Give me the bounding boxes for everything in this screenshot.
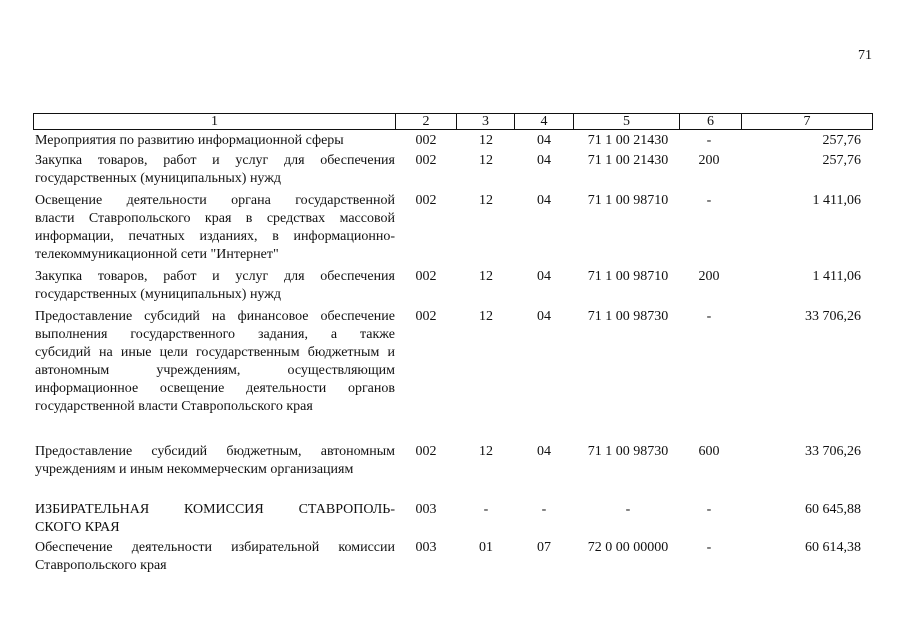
row-code-5: 71 1 00 21430	[587, 133, 669, 148]
description-line: Предоставление субсидий бюджетным, автономным	[35, 444, 395, 459]
description-line: СКОГО КРАЯ	[35, 520, 120, 535]
row-code-2: 002	[415, 269, 437, 284]
row-code-2: 002	[415, 444, 437, 459]
row-code-4: 04	[537, 444, 551, 459]
row-code-5: 71 1 00 98710	[587, 269, 669, 284]
row-code-2: 002	[415, 133, 437, 148]
row-code-5: 71 1 00 98730	[587, 444, 669, 459]
row-code-6: -	[706, 133, 712, 148]
description-line: учреждениям и иным некоммерческим организациям	[35, 462, 354, 477]
row-code-4: 04	[537, 193, 551, 208]
description-line: Предоставление субсидий на финансовое обеспечение	[35, 309, 395, 324]
header-col-6: 6	[680, 114, 742, 129]
description-line: информационное освещение деятельности органов	[35, 381, 395, 396]
row-code-3: 01	[479, 540, 493, 555]
row-amount: 1 411,06	[812, 193, 861, 208]
description-line: субсидий на иные цели государственным бюджетным и	[35, 345, 395, 360]
row-code-5: -	[625, 502, 631, 517]
description-line: выполнения государственного задания, а также	[35, 327, 395, 342]
description-line: Обеспечение деятельности избирательной комиссии	[35, 540, 395, 555]
row-code-3: -	[483, 502, 489, 517]
row-amount: 33 706,26	[805, 444, 861, 459]
row-code-6: -	[706, 540, 712, 555]
description-line: власти Ставропольского края в средствах массовой	[35, 211, 395, 226]
row-description	[35, 268, 395, 304]
row-code-2: 002	[415, 153, 437, 168]
row-description	[35, 308, 395, 416]
row-code-3: 12	[479, 444, 493, 459]
description-line: Освещение деятельности органа государственной	[35, 193, 395, 208]
header-col-3: 3	[457, 114, 515, 129]
row-amount: 257,76	[822, 133, 861, 148]
row-code-6: 200	[698, 153, 720, 168]
header-col-5: 5	[574, 114, 680, 129]
row-code-3: 12	[479, 309, 493, 324]
row-code-3: 12	[479, 133, 493, 148]
row-code-2: 003	[415, 502, 437, 517]
description-line: телекоммуникационной сети "Интернет"	[35, 247, 279, 262]
row-amount: 257,76	[822, 153, 861, 168]
row-code-4: -	[541, 502, 547, 517]
row-code-4: 04	[537, 309, 551, 324]
row-code-5: 72 0 00 00000	[587, 540, 669, 555]
row-description	[35, 152, 395, 188]
row-description	[35, 501, 395, 537]
row-code-6: 200	[698, 269, 720, 284]
description-line: информации, печатных изданиях, в информационно-	[35, 229, 395, 244]
row-amount: 60 614,38	[805, 540, 861, 555]
row-code-4: 04	[537, 133, 551, 148]
header-col-4: 4	[515, 114, 574, 129]
row-code-4: 07	[537, 540, 551, 555]
row-code-2: 003	[415, 540, 437, 555]
row-description	[35, 443, 395, 479]
row-description	[35, 132, 395, 150]
description-line: автономным учреждениям, осуществляющим	[35, 363, 395, 378]
page-number: 71	[858, 48, 872, 63]
row-code-5: 71 1 00 21430	[587, 153, 669, 168]
row-code-2: 002	[415, 309, 437, 324]
description-line: Мероприятия по развитию информационной сферы	[35, 133, 344, 148]
row-amount: 33 706,26	[805, 309, 861, 324]
row-description	[35, 539, 395, 575]
description-line: государственных (муниципальных) нужд	[35, 171, 282, 186]
table-header	[33, 113, 873, 130]
description-line: Закупка товаров, работ и услуг для обеспечения	[35, 269, 395, 284]
description-line: государственной власти Ставропольского края	[35, 399, 313, 414]
header-col-2: 2	[396, 114, 457, 129]
row-amount: 60 645,88	[805, 502, 861, 517]
row-code-6: -	[706, 193, 712, 208]
row-code-6: -	[706, 309, 712, 324]
header-col-1: 1	[34, 114, 396, 129]
row-code-5: 71 1 00 98710	[587, 193, 669, 208]
row-code-6: -	[706, 502, 712, 517]
header-col-7: 7	[803, 114, 811, 129]
description-line: государственных (муниципальных) нужд	[35, 287, 282, 302]
description-line: Ставропольского края	[35, 558, 167, 573]
row-code-3: 12	[479, 153, 493, 168]
row-amount: 1 411,06	[812, 269, 861, 284]
description-line: Закупка товаров, работ и услуг для обеспечения	[35, 153, 395, 168]
row-code-6: 600	[698, 444, 720, 459]
row-code-4: 04	[537, 269, 551, 284]
row-code-5: 71 1 00 98730	[587, 309, 669, 324]
description-line: ИЗБИРАТЕЛЬНАЯ КОМИССИЯ СТАВРОПОЛЬ-	[35, 502, 395, 517]
row-code-4: 04	[537, 153, 551, 168]
row-code-3: 12	[479, 193, 493, 208]
row-code-2: 002	[415, 193, 437, 208]
row-code-3: 12	[479, 269, 493, 284]
row-description	[35, 192, 395, 264]
